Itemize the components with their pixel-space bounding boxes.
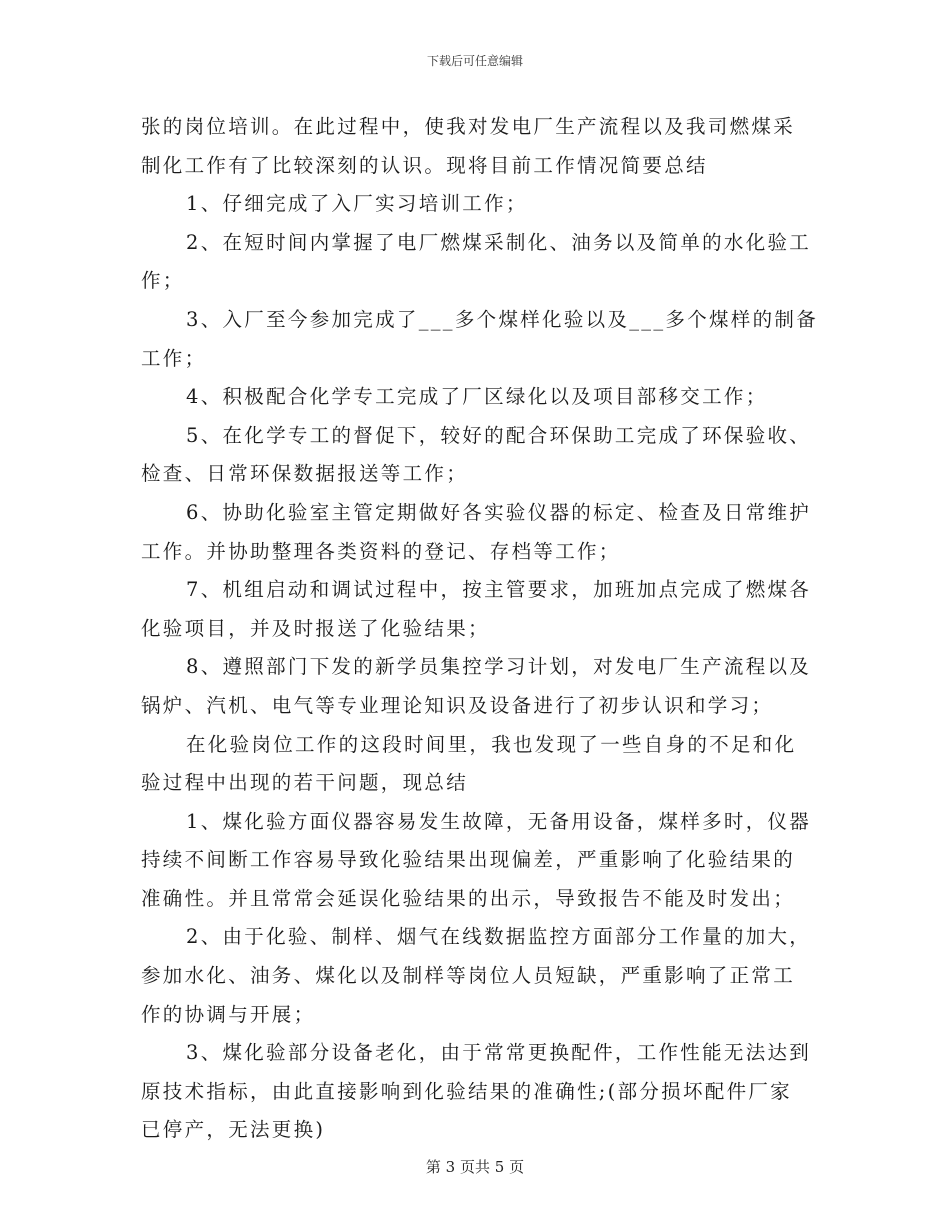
text-line: 2、由于化验、制样、烟气在线数据监控方面部分工作量的加大， bbox=[186, 925, 812, 949]
text-line: 3、煤化验部分设备老化，由于常常更换配件，工作性能无法达到 bbox=[186, 1041, 812, 1065]
text-line: 原技术指标，由此直接影响到化验结果的准确性;(部分损坏配件厂家 bbox=[141, 1079, 792, 1103]
text-line: 已停产，无法更换) bbox=[141, 1118, 326, 1142]
text-line: 作； bbox=[141, 269, 185, 293]
page-header: 下载后可任意编辑 bbox=[426, 54, 523, 68]
text-line: 张的岗位培训。在此过程中，使我对发电厂生产流程以及我司燃煤采 bbox=[141, 115, 796, 138]
text-line: 5、在化学专工的督促下，较好的配合环保助工完成了环保验收、 bbox=[186, 423, 812, 447]
text-line: 锅炉、汽机、电气等专业理论知识及设备进行了初步认识和学习； bbox=[141, 693, 774, 717]
text-line: 1、仔细完成了入厂实习培训工作； bbox=[186, 192, 528, 216]
text-line: 作的协调与开展； bbox=[141, 1002, 316, 1026]
text-line: 参加水化、油务、煤化以及制样等岗位人员短缺，严重影响了正常工 bbox=[141, 964, 796, 988]
text-line: 8、遵照部门下发的新学员集控学习计划，对发电厂生产流程以及 bbox=[186, 655, 812, 679]
text-line: 验过程中出现的若干问题，现总结 bbox=[141, 771, 469, 795]
text-line: 工作。并协助整理各类资料的登记、存档等工作； bbox=[141, 539, 621, 563]
document-body bbox=[141, 108, 819, 1150]
text-line: 2、在短时间内掌握了电厂燃煤采制化、油务以及简单的水化验工 bbox=[186, 230, 812, 254]
text-line: 6、协助化验室主管定期做好各实验仪器的标定、检查及日常维护 bbox=[186, 500, 812, 524]
text-line: 持续不间断工作容易导致化验结果出现偏差，严重影响了化验结果的 bbox=[141, 848, 796, 872]
text-line: 化验项目，并及时报送了化验结果； bbox=[141, 616, 490, 640]
text-line: 7、机组启动和调试过程中，按主管要求，加班加点完成了燃煤各 bbox=[186, 578, 812, 602]
text-line: 检查、日常环保数据报送等工作； bbox=[141, 462, 469, 486]
text-line: 制化工作有了比较深刻的认识。现将目前工作情况简要总结 bbox=[141, 153, 708, 177]
text-line: 准确性。并且常常会延误化验结果的出示，导致报告不能及时发出； bbox=[141, 886, 796, 910]
text-line: 在化验岗位工作的这段时间里，我也发现了一些自身的不足和化 bbox=[186, 732, 797, 756]
text-line: 3、入厂至今参加完成了___多个煤样化验以及___多个煤样的制备 bbox=[186, 307, 819, 331]
text-line: 4、积极配合化学专工完成了厂区绿化以及项目部移交工作； bbox=[186, 385, 768, 409]
text-line: 工作； bbox=[141, 346, 207, 370]
text-line: 1、煤化验方面仪器容易发生故障，无备用设备，煤样多时，仪器 bbox=[186, 809, 812, 833]
page-footer: 第 3 页共 5 页 bbox=[425, 1158, 525, 1176]
